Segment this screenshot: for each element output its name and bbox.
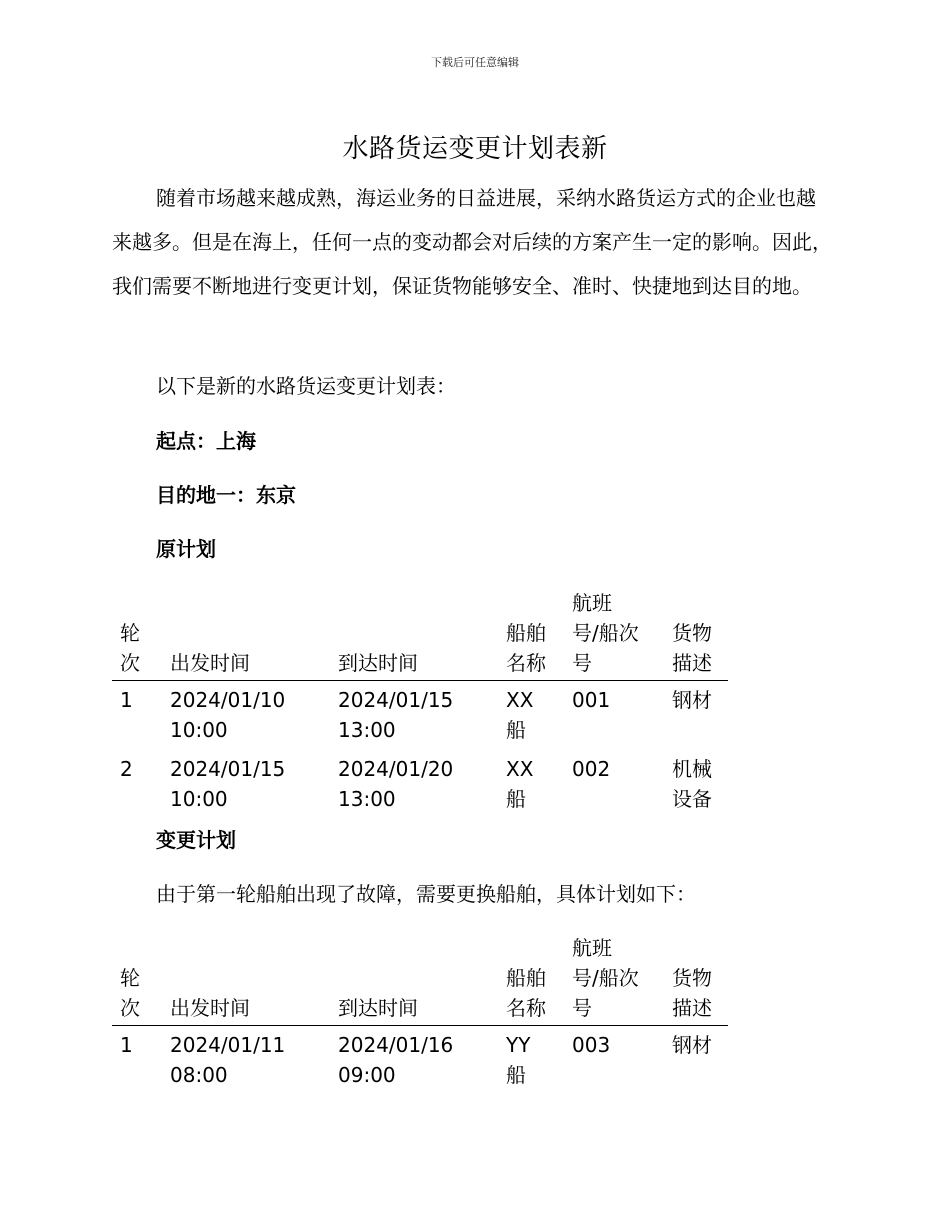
intro-paragraph: 随着市场越来越成熟，海运业务的日益进展，采纳水路货运方式的企业也越来越多。但是在海上，任何一点的变动都会对后续的方案产生一定的影响。因此，我们需要不断地进行变更计划，保证货物能够安全、准时、快捷地到达目的地。 [112,186,832,298]
cell-depart: 2024/01/11 08:00 [170,1033,286,1087]
column-header-depart: 出发时间 [170,933,338,1026]
cell-flight: 002 [572,757,611,781]
cell-ship: YY 船 [506,1033,531,1087]
column-header-depart: 出发时间 [170,588,338,681]
page-header-note: 下载后可任意编辑 [431,56,519,69]
column-header-flight: 航班 号/船次 号 [572,588,672,681]
table-row [112,1026,728,1096]
cell-ship: XX 船 [506,688,534,742]
change-plan-table [112,933,728,1095]
lead-paragraph: 以下是新的水路货运变更计划表： [156,374,456,398]
cell-depart: 2024/01/15 10:00 [170,757,286,811]
change-plan-heading: 变更计划 [156,828,236,852]
table-header-row [112,588,728,681]
cell-depart: 2024/01/10 10:00 [170,688,286,742]
cell-flight: 001 [572,688,611,712]
origin-label: 起点：上海 [156,429,256,453]
cell-cargo: 钢材 [672,1033,712,1057]
column-header-arrive: 到达时间 [338,588,506,681]
cell-flight: 003 [572,1033,611,1057]
change-note-paragraph: 由于第一轮船舶出现了故障，需要更换船舶，具体计划如下： [156,882,696,906]
cell-arrive: 2024/01/16 09:00 [338,1033,454,1087]
page-title: 水路货运变更计划表新 [342,134,608,164]
cell-arrive: 2024/01/15 13:00 [338,688,454,742]
column-header-round: 轮 次 [112,933,170,1026]
column-header-ship: 船舶 名称 [506,933,572,1026]
cell-ship: XX 船 [506,757,534,811]
cell-cargo: 钢材 [672,688,712,712]
column-header-ship: 船舶 名称 [506,588,572,681]
cell-arrive: 2024/01/20 13:00 [338,757,454,811]
cell-round: 1 [120,688,133,712]
original-plan-heading: 原计划 [156,537,216,561]
column-header-cargo: 货物 描述 [672,933,728,1026]
cell-cargo: 机械 设备 [672,757,712,811]
cell-round: 1 [120,1033,133,1057]
table-row [112,750,728,819]
table-row [112,681,728,751]
column-header-flight: 航班 号/船次 号 [572,933,672,1026]
cell-round: 2 [120,757,133,781]
column-header-arrive: 到达时间 [338,933,506,1026]
destination-label: 目的地一：东京 [156,483,296,507]
table-header-row [112,933,728,1026]
column-header-round: 轮 次 [112,588,170,681]
original-plan-table [112,588,728,819]
column-header-cargo: 货物 描述 [672,588,728,681]
